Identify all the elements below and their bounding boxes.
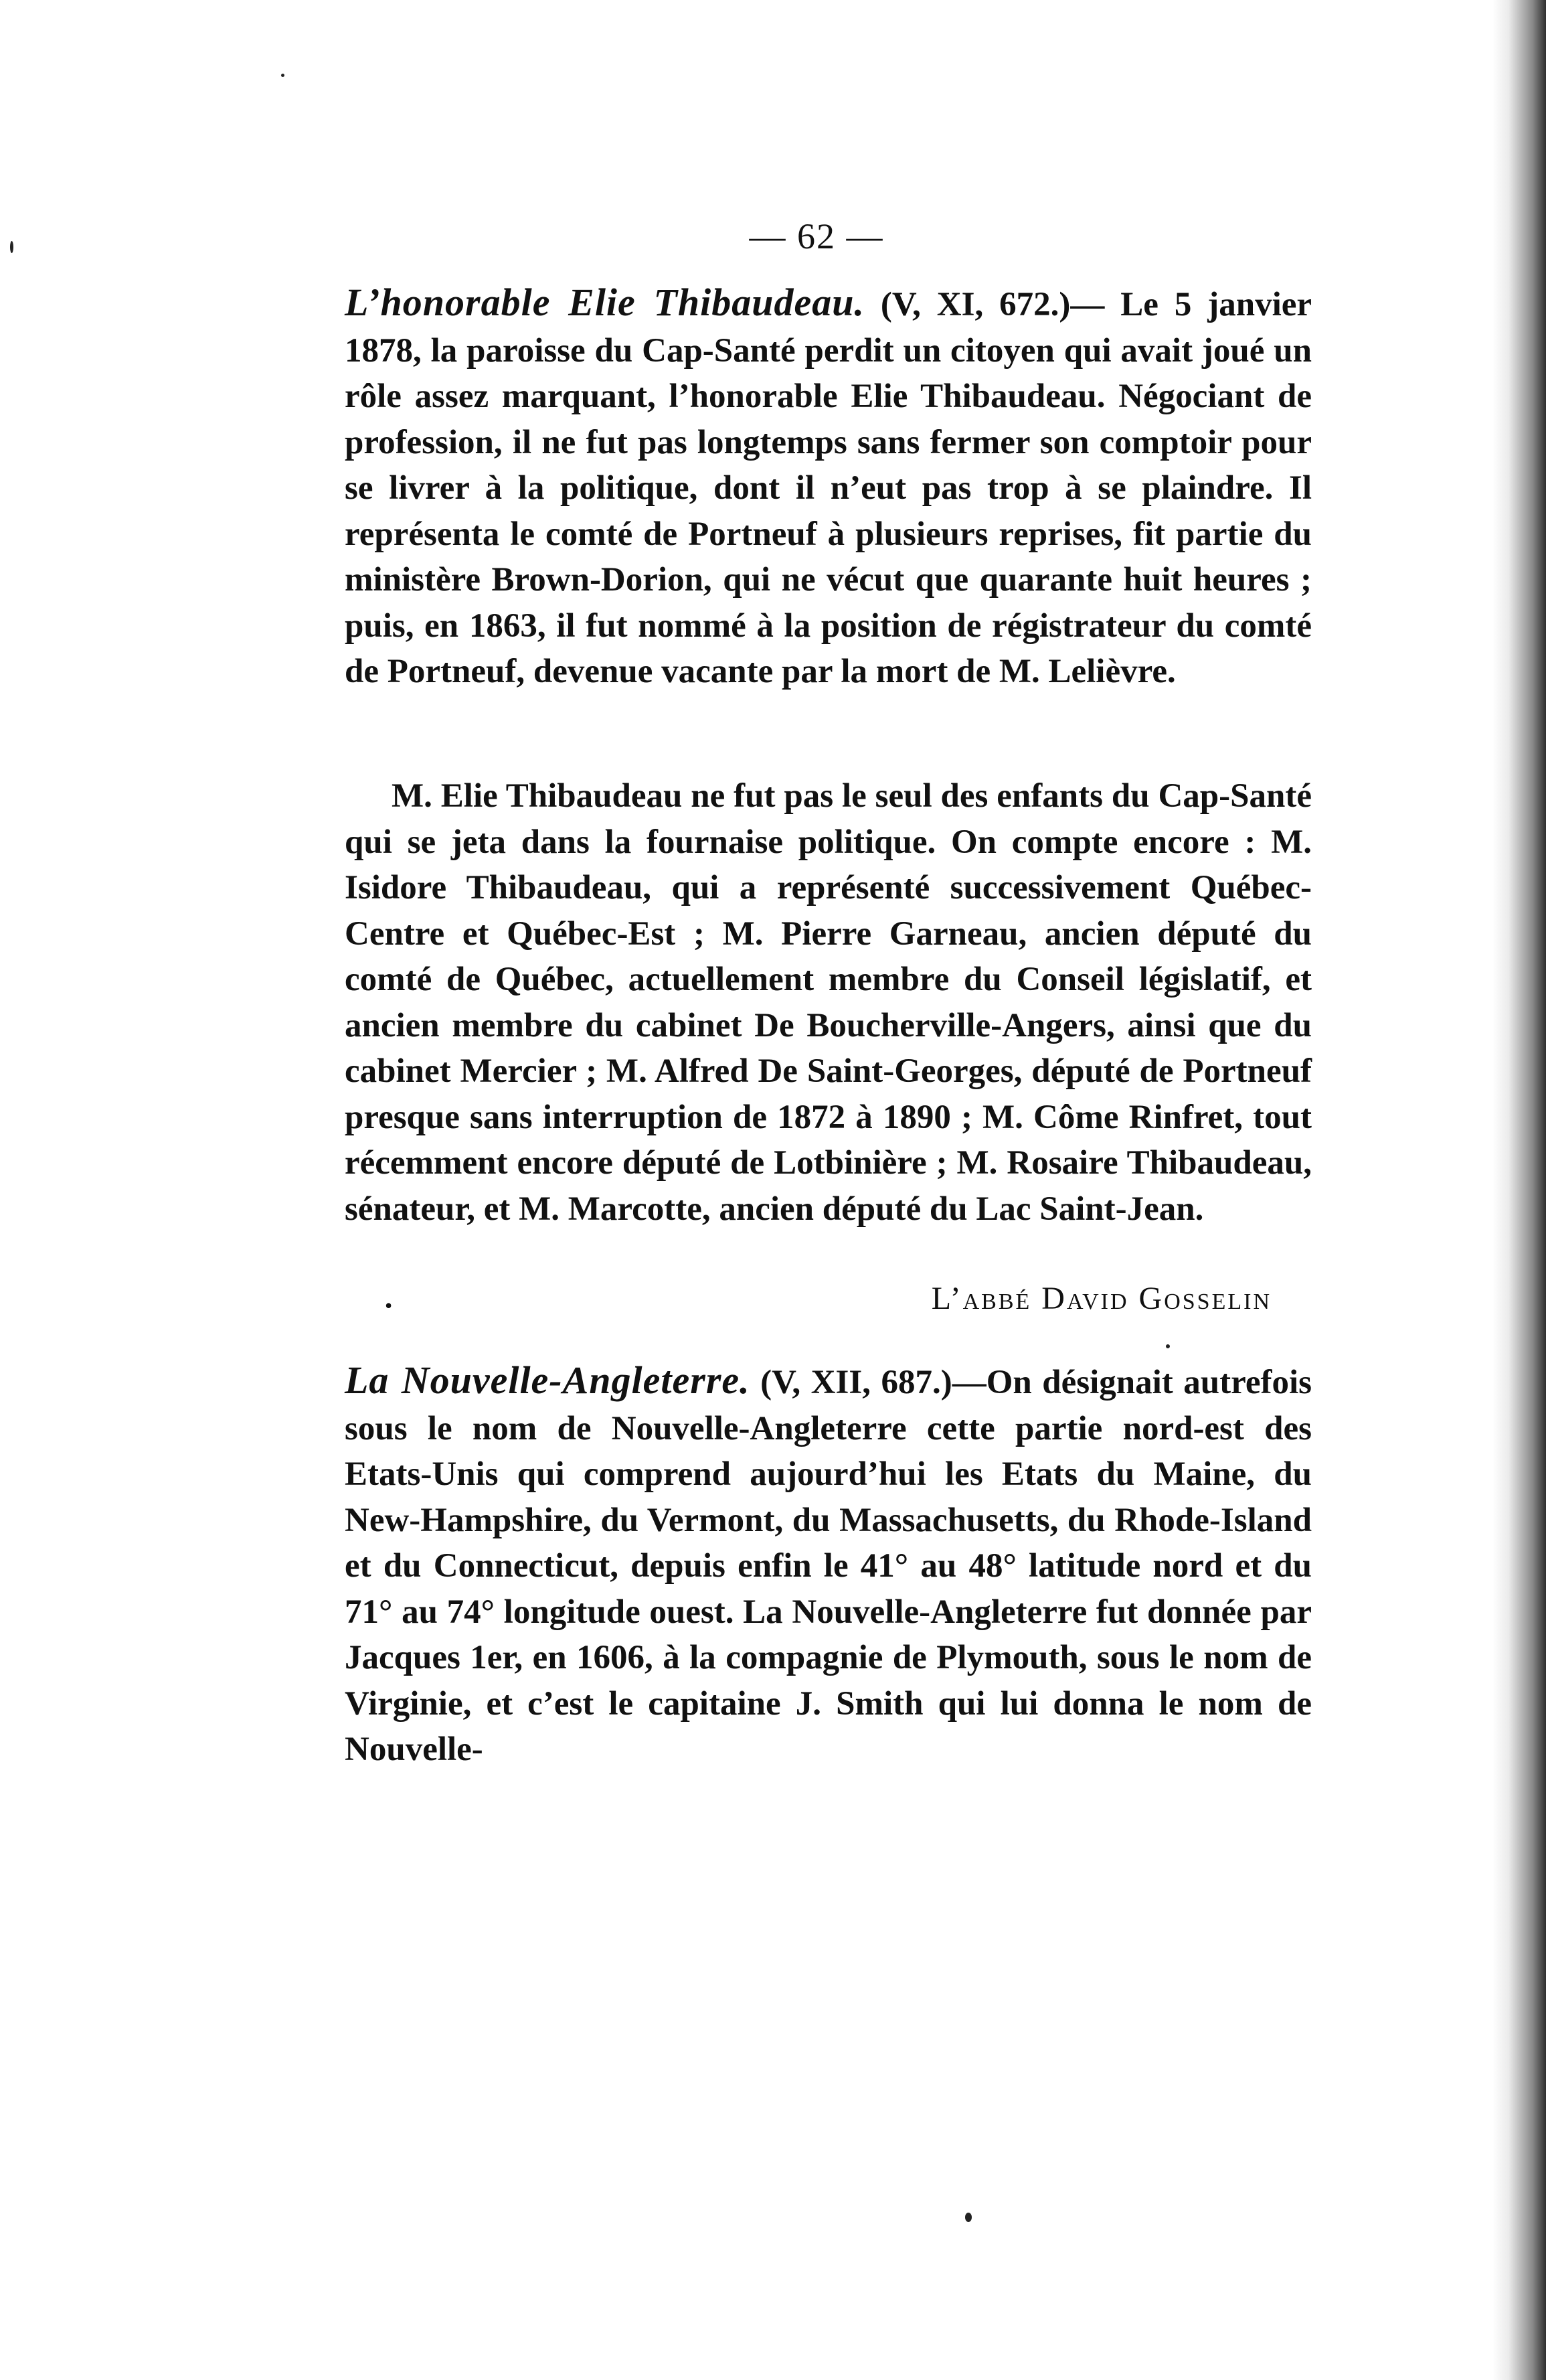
bullet-mark: • — [385, 1293, 393, 1318]
entry-body: On désignait autrefois sous le nom de Nouvelle-Angleterre cette partie nord-est des Etats-Unis qui comprend aujourd’hui les Etats du Maine, du New-Hampshire, du Vermont, du Massachusetts, du Rhode-Island et du Connecticut, depuis enfin le 41° au 48° latitude nord et du 71° au 74° longitude ouest. La Nouvelle-Angleterre fut donnée par Jacques 1er, en 1606, à la compagnie de Plymouth, sous le nom de Virginie, et c’est le capitaine J. Smith qui lui donna le nom de Nouvelle- — [345, 1364, 1312, 1768]
entry-body: Le 5 janvier 1878, la paroisse du Cap-Santé perdit un citoyen qui avait joué un rôle assez marquant, l’honorable Elie Thibaudeau. Négociant de profession, il ne fut pas longtemps sans fermer son comptoir pour se livrer à la politique, dont il n’eut pas trop à se plaindre. Il représenta le comté de Portneuf à plusieurs reprises, fit partie du ministère Brown-Dorion, qui ne vécut que quarante huit heures ; puis, en 1863, il fut nommé à la position de régistrateur du comté de Portneuf, devenue vacante par la mort de M. Lelièvre. — [345, 286, 1312, 690]
entry-reference: (V, XI, 672.)— — [865, 286, 1105, 323]
scan-speck — [10, 241, 13, 253]
entry-title: La Nouvelle-Angleterre. — [345, 1358, 750, 1402]
entry-title: L’honorable Elie Thibaudeau. — [345, 281, 865, 324]
entry-thibaudeau — [345, 280, 1312, 695]
page-number: — 62 — — [749, 216, 884, 256]
scan-speck — [1166, 1344, 1170, 1348]
scan-speck — [965, 2213, 972, 2222]
paragraph-body: M. Elie Thibaudeau ne fut pas le seul des enfants du Cap-Santé qui se jeta dans la fournaise politique. On compte encore : M. Isidore Thibaudeau, qui a représenté successivement Québec-Centre et Québec-Est ; M. Pierre Garneau, ancien député du comté de Québec, actuellement membre du Conseil législatif, et ancien membre du cabinet De Boucherville-Angers, ainsi que du cabinet Mercier ; M. Alfred De Saint-Georges, député de Portneuf presque sans interruption de 1872 à 1890 ; M. Côme Rinfret, tout récemment encore député de Lotbinière ; M. Rosaire Thibaudeau, sénateur, et M. Marcotte, ancien député du Lac Saint-Jean. — [345, 777, 1312, 1228]
scan-shadow-edge — [1492, 0, 1546, 2380]
entry-paragraph-politicians — [345, 773, 1312, 1232]
author-signature: L’abbé David Gosselin — [931, 1281, 1272, 1316]
scan-speck — [281, 74, 284, 77]
entry-nouvelle-angleterre — [345, 1358, 1312, 1773]
entry-reference: (V, XII, 687.)— — [750, 1364, 986, 1401]
